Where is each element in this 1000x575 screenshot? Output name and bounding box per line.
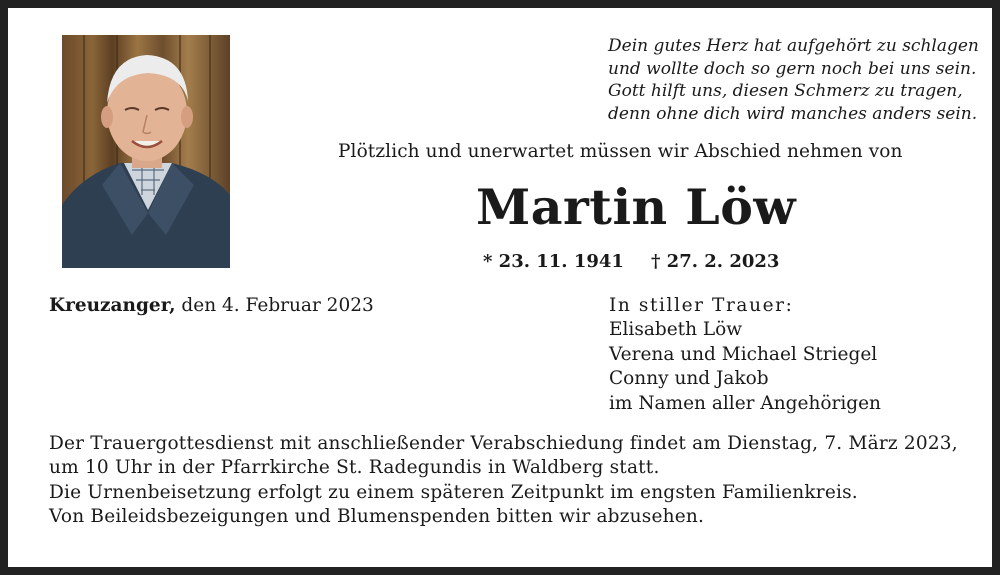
place-and-date xyxy=(49,295,374,316)
mourner-name: Verena und Michael Striegel xyxy=(609,343,878,365)
poem-line: Dein gutes Herz hat aufgehört zu schlagen xyxy=(608,36,979,56)
poem-line: denn ohne dich wird manches anders sein. xyxy=(608,103,978,124)
mourners-block xyxy=(609,294,881,416)
birth-date: * 23. 11. 1941 xyxy=(483,251,624,272)
intro-text: Plötzlich und unerwartet müssen wir Abschied nehmen von xyxy=(338,141,903,162)
notice-line: um 10 Uhr in der Pfarrkirche St. Radegundis in Waldberg statt. xyxy=(49,457,660,479)
memorial-poem xyxy=(608,35,979,125)
mourner-name: im Namen aller Angehörigen xyxy=(609,392,881,414)
mourners-heading: In stiller Trauer: xyxy=(609,295,794,316)
funeral-notice xyxy=(49,432,958,530)
portrait-photo xyxy=(62,35,230,268)
place-name: Kreuzanger, xyxy=(49,295,176,316)
death-date: † 27. 2. 2023 xyxy=(651,251,780,272)
notice-date: den 4. Februar 2023 xyxy=(175,295,374,316)
mourner-name: Elisabeth Löw xyxy=(609,319,743,341)
poem-line: und wollte doch so gern noch bei uns sein. xyxy=(608,58,977,79)
deceased-name: Martin Löw xyxy=(476,178,797,236)
mourner-name: Conny und Jakob xyxy=(609,368,769,390)
poem-line: Gott hilft uns, diesen Schmerz zu tragen, xyxy=(608,81,963,101)
notice-line: Von Beileidsbezeigungen und Blumenspenden bitten wir abzusehen. xyxy=(49,506,705,528)
notice-line: Die Urnenbeisetzung erfolgt zu einem späteren Zeitpunkt im engsten Familienkreis. xyxy=(49,481,858,503)
notice-line: Der Trauergottesdienst mit anschließender Verabschiedung findet am Dienstag, 7. März 2023, xyxy=(49,433,958,454)
obituary-card xyxy=(8,8,992,567)
portrait-illustration xyxy=(62,35,230,268)
